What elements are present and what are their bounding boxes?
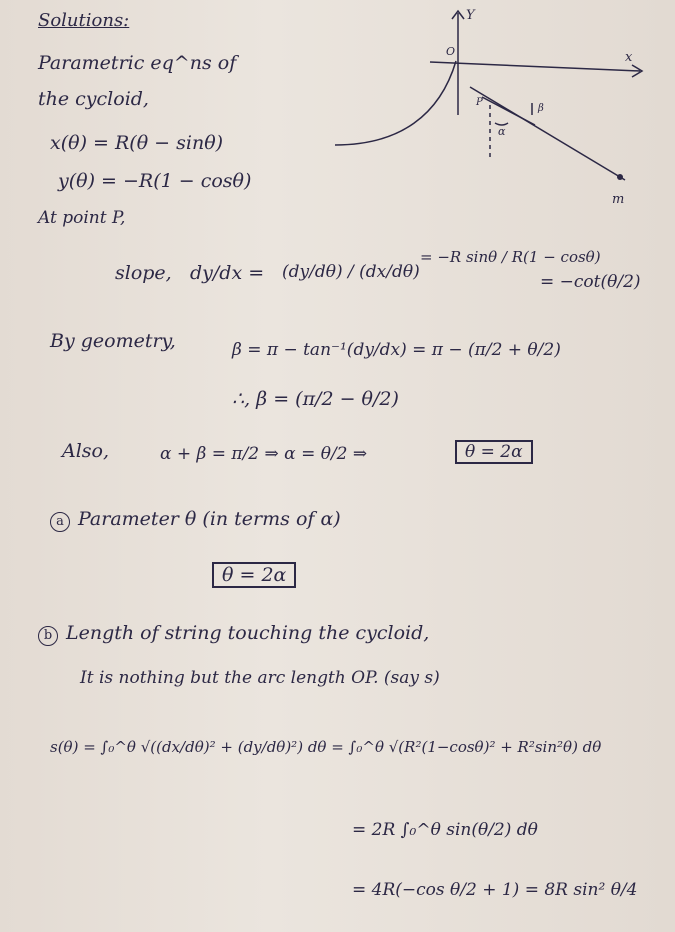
arc-equation-3: = 4R(−cos θ/2 + 1) = 8R sin² θ/4	[352, 880, 638, 900]
label-alpha: α	[498, 125, 506, 138]
part-a	[50, 508, 341, 532]
intro-line-1: Parametric eq^ns of	[38, 52, 237, 74]
beta-result: ∴, β = (π/2 − θ/2)	[232, 388, 399, 410]
equation-x: x(θ) = R(θ − sinθ)	[50, 132, 224, 154]
part-b-text-2: It is nothing but the arc length OP. (say s)	[80, 668, 440, 688]
slope-expression: = −R sinθ / R(1 − cosθ)	[420, 248, 601, 266]
heading: Solutions:	[38, 10, 130, 31]
label-m: m	[612, 192, 625, 207]
mass-dot	[617, 174, 623, 180]
part-a-answer: θ = 2α	[212, 562, 296, 588]
also-label: Also,	[62, 440, 110, 462]
x-axis	[430, 62, 640, 71]
arc-equation-1: s(θ) = ∫₀^θ √((dx/dθ)² + (dy/dθ)²) dθ = ∫₀^θ √(R²(1−cosθ)² + R²sin²θ) dθ	[50, 738, 602, 756]
part-b-marker: b	[38, 626, 58, 646]
slope-label: slope,	[115, 262, 172, 284]
part-b-text: Length of string touching the cycloid,	[66, 622, 430, 644]
geometry-equation: β = π − tan⁻¹(dy/dx) = π − (π/2 + θ/2)	[232, 340, 561, 360]
geometry-label: By geometry,	[50, 330, 176, 352]
also-boxed-result: θ = 2α	[455, 440, 533, 464]
slope-fraction: (dy/dθ) / (dx/dθ)	[282, 262, 420, 282]
equation-y: y(θ) = −R(1 − cosθ)	[58, 170, 252, 192]
part-b	[38, 622, 429, 646]
intro-line-2: the cycloid,	[38, 88, 149, 110]
label-o: O	[446, 45, 456, 58]
string-line	[470, 87, 625, 180]
slope-lhs: dy/dx =	[190, 262, 265, 284]
cycloid-figure	[320, 5, 660, 210]
cycloid-curve	[335, 61, 456, 145]
label-beta: β	[538, 103, 544, 114]
label-y: Y	[466, 8, 475, 23]
part-a-text: Parameter θ (in terms of α)	[78, 508, 341, 530]
label-p: P	[476, 97, 483, 108]
tangent-line	[482, 97, 535, 125]
also-equation: α + β = π/2 ⇒ α = θ/2 ⇒	[160, 444, 368, 464]
slope-result: = −cot(θ/2)	[540, 272, 641, 292]
arc-equation-2: = 2R ∫₀^θ sin(θ/2) dθ	[352, 820, 538, 840]
part-a-marker: a	[50, 512, 70, 532]
at-point-label: At point P,	[38, 208, 126, 228]
label-x: x	[625, 50, 633, 65]
